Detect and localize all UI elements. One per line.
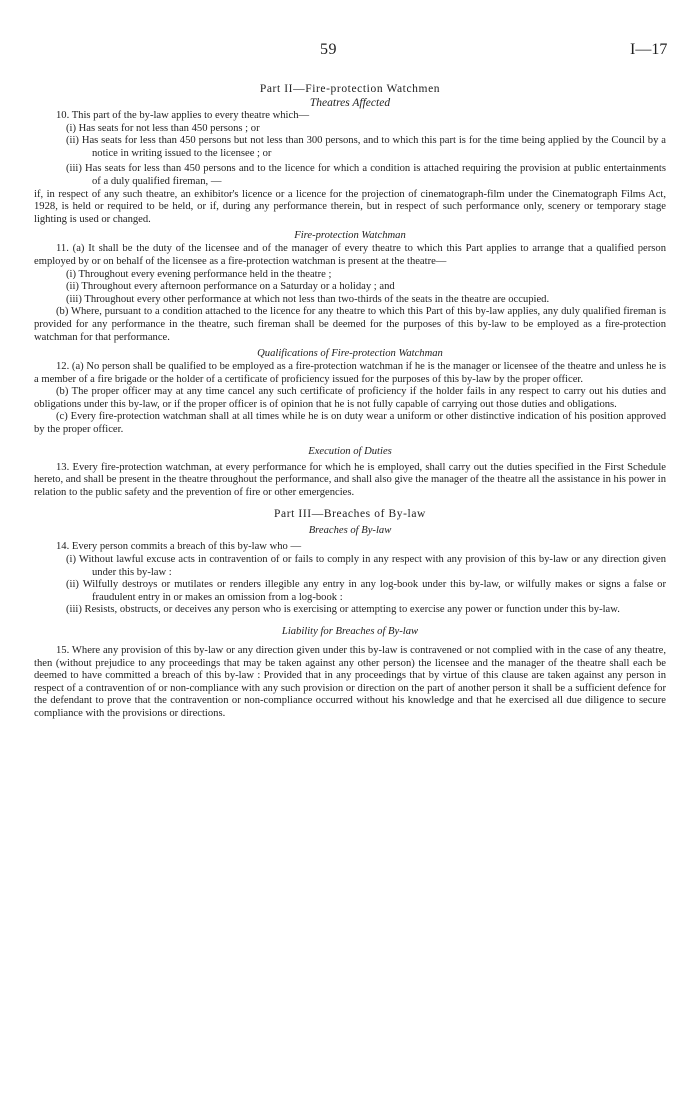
theatres-affected-heading: Theatres Affected bbox=[309, 97, 391, 109]
clause-13: 13. Every fire-protection watchman, at every performance for which he is employed, shall carry out the duties specified in the First Schedule hereto, and shall be present in the theatre throughout the performance, and shall also give the manager of the theatre all the assistance in his power in relation to the public safety and the prevention of fire or other emergencies. bbox=[34, 461, 666, 498]
fire-protection-watchman-heading: Fire-protection Watchman bbox=[294, 230, 406, 242]
clause-14-item-iii: (iii) Resists, obstructs, or deceives any person who is exercising or attempting to exercise any power or function under this by-law. bbox=[66, 604, 620, 616]
clause-11-item-iii: (iii) Throughout every other performance at which not less than two-thirds of the seats in the theatre are occupied. bbox=[66, 293, 550, 305]
part-3-heading: Part III—Breaches of By-law bbox=[274, 508, 426, 521]
page-reference: I—17 bbox=[630, 41, 668, 58]
clause-12-para-c: (c) Every fire-protection watchman shall at all times while he is on duty wear a uniform or other distinctive indication of his position approved by the proper officer. bbox=[34, 411, 666, 436]
clause-11-para-b: (b) Where, pursuant to a condition attached to the licence for any theatre to which this Part of this by-law applies, any duly qualified fireman is provided for any performance in the theatre, such fireman shall be deemed for the purposes of this by-law to be employed as a fire-protection watchman for that performance. bbox=[34, 306, 666, 343]
clause-12-para-b: (b) The proper officer may at any time cancel any such certificate of proficiency if the holder fails in any respect to carry out his duties and obligations under this by-law, or if the proper officer is of opinion that he is not fully capable of carrying out those duties and obligations. bbox=[34, 386, 666, 410]
clause-12-para-a: 12. (a) No person shall be qualified to be employed as a fire-protection watchman if he is the manager or licensee of the theatre and unless he is a member of a fire brigade or the holder of a certificate of proficiency issued for the purposes of this by-law by the proper officer. bbox=[34, 361, 666, 385]
clause-14-item-i: (i) Without lawful excuse acts in contravention of or fails to comply in any respect with any provision of this by-law or any direction given under this by-law : bbox=[66, 554, 666, 578]
clause-10-intro: 10. This part of the by-law applies to every theatre which— bbox=[56, 110, 310, 121]
clause-15: 15. Where any provision of this by-law or any direction given under this by-law is contravened or not complied with in the case of any theatre, then (without prejudice to any proceedings that may be taken against any other person) the licensee and the manager of the theatre shall each be deemed to have committed a breach of this by-law : Provided that in any proceedings that by virtue of this clause are taken against any person in respect of a contravention of or non-compliance with any such provision or direction on the part of another person it shall be a sufficient defence for the defendant to prove that the contravention or non-compliance occurred without his knowledge and that he exercised all due diligence to secure compliance with the provisions or directions. bbox=[34, 645, 666, 719]
clause-10-item-iii: (iii) Has seats for less than 450 persons and to the licence for which a condition is attached requiring the provision at public entertainments of a duly qualified fireman, — bbox=[66, 163, 666, 187]
clause-11-item-ii: (ii) Throughout every afternoon performance on a Saturday or a holiday ; and bbox=[66, 281, 395, 293]
liability-heading: Liability for Breaches of By-law bbox=[281, 626, 419, 637]
clause-10-item-i: (i) Has seats for not less than 450 persons ; or bbox=[66, 122, 260, 134]
breaches-heading: Breaches of By-law bbox=[308, 525, 392, 537]
part-2-heading: Part II—Fire-protection Watchmen bbox=[259, 83, 441, 95]
qualifications-heading: Qualifications of Fire-protection Watchman bbox=[257, 348, 443, 360]
execution-heading: Execution of Duties bbox=[308, 445, 392, 457]
page-number: 59 bbox=[320, 41, 337, 58]
clause-11-item-i: (i) Throughout every evening performance held in the theatre ; bbox=[66, 268, 332, 280]
clause-14-intro: 14. Every person commits a breach of this by-law who — bbox=[56, 541, 302, 553]
clause-11-para-a: 11. (a) It shall be the duty of the licensee and of the manager of every theatre to which this Part applies to arrange that a qualified person employed by or on behalf of the licensee as a fire-protection watchman is present at the theatre— bbox=[34, 243, 666, 267]
clause-10-item-ii: (ii) Has seats for less than 450 persons but not less than 300 persons, and to which this part is for the time being applied by the Council by a notice in writing issued to the licensee ; or bbox=[66, 135, 666, 159]
page-content bbox=[34, 82, 666, 721]
clause-10-tail: if, in respect of any such theatre, an exhibitor's licence or a licence for the projection of cinematograph-film under the Cinematograph Films Act, 1928, is held or required to be held, or if, during any performance therein, but in respect of such performance only, scenery or temporary stage lighting is used or changed. bbox=[34, 188, 666, 225]
clause-14-item-ii: (ii) Wilfully destroys or mutilates or renders illegible any entry in any log-book under this by-law, or wilfully makes or signs a false or fraudulent entry in or makes an omission from a log-book : bbox=[66, 579, 666, 603]
